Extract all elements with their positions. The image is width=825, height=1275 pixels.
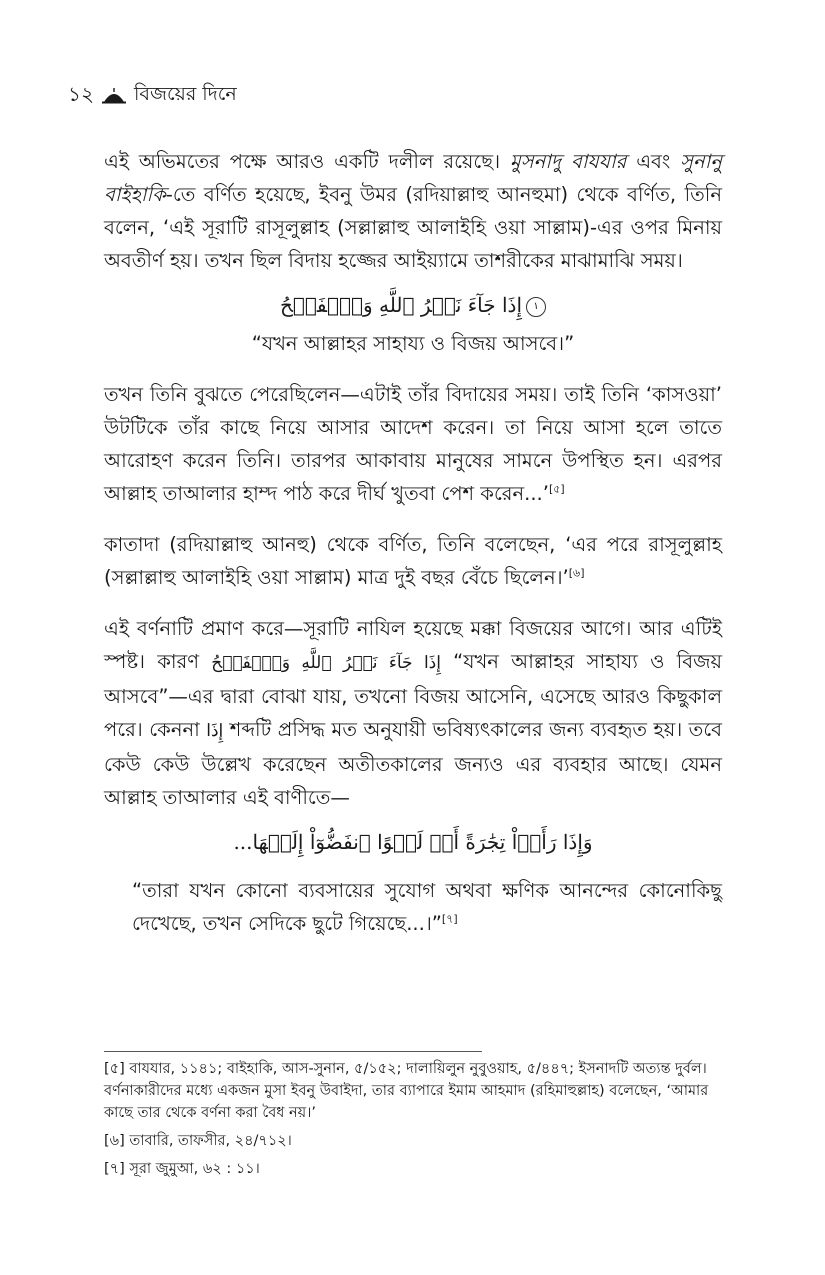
p1-text-c: -তে বর্ণিত হয়েছে, ইবনু উমর (রদিয়াল্লাহু আনহুমা) থেকে বর্ণিত, তিনি বলেন, ‘এই সূরাটি রাসূলুল্লাহ (সল্লাল্লাহু আলাইহি ওয়া সাল্লাম)-এর ওপর মিনায় অবতীর্ণ হয়। তখন ছিল বিদায় হজ্জের আইয়্যামে তাশরীকের মাঝামাঝি সময়। bbox=[104, 183, 722, 272]
dome-icon bbox=[102, 88, 126, 104]
footnote-6 bbox=[104, 1130, 722, 1152]
footnote-5 bbox=[104, 1058, 722, 1124]
book-title-bayhaqi: সুনানু বাইহাকি bbox=[104, 150, 722, 206]
footnote-text: বাযযার, ১১৪১; বাইহাকি, আস-সুনান, ৫/১৫২; দালায়িলুন নুবুওয়াহ, ৫/৪৪৭; ইসনাদটি অত্যন্ত দুর্বল। বর্ণনাকারীদের মধ্যে একজন মুসা ইবনু উবাইদা, তার ব্যাপারে ইমাম আহমাদ (রহিমাহুল্লাহ) বলেছেন, ‘আমার কাছে তার থেকে বর্ণনা করা বৈধ নয়।’ bbox=[104, 1061, 709, 1121]
main-text bbox=[104, 145, 722, 940]
p1-text-b: এবং bbox=[626, 150, 681, 173]
paragraph-2 bbox=[104, 378, 722, 510]
ayah-2-translation bbox=[132, 874, 722, 940]
p2-text: তখন তিনি বুঝতে পেরেছিলেন—এটাই তাঁর বিদায়ের সময়। তাই তিনি ‘কাসওয়া’ উটটিকে তাঁর কাছে নিয়ে আসার আদেশ করেন। তা নিয়ে আসা হলে তাতে আরোহণ করেন তিনি। তারপর আকাবায় মানুষের সামনে উপস্থিত হন। এরপর আল্লাহ তাআলার হাম্দ পাঠ করে দীর্ঘ খুতবা পেশ করেন...’ bbox=[104, 383, 722, 505]
page-number: ১২ bbox=[68, 81, 94, 106]
inline-arabic-ayah: إِذَا جَآءَ نَصۡرُ ٱللَّهِ وَٱلۡفَتۡحُ bbox=[211, 653, 441, 673]
footnote-number: [৭] bbox=[104, 1161, 125, 1177]
ayah-1-translation: “যখন আল্লাহর সাহায্য ও বিজয় আসবে।” bbox=[251, 332, 575, 355]
p4-text-a: এই বর্ণনাটি প্রমাণ করে—সূরাটি নাযিল হয়েছে মক্কা বিজয়ের আগে। আর এটিই স্পষ্ট। কারণ bbox=[104, 617, 722, 673]
book-title-bazzar: মুসনাদু বাযযার bbox=[509, 150, 627, 173]
footnote-number: [৬] bbox=[104, 1133, 125, 1149]
footnote-ref-5[interactable]: [৫] bbox=[548, 482, 565, 496]
ayah-2-text: وَإِذَا رَأَوۡاْ تِجَٰرَةً أَوۡ لَهۡوًا ٱنفَضُّوٓاْ إِلَيۡهَا... bbox=[233, 830, 593, 854]
paragraph-3 bbox=[104, 528, 722, 594]
footnotes bbox=[104, 1058, 722, 1186]
ayah-2-translation-text: “তারা যখন কোনো ব্যবসায়ের সুযোগ অথবা ক্ষণিক আনন্দের কোনোকিছু দেখেছে, তখন সেদিকে ছুটে গিয়েছে...।” bbox=[132, 879, 722, 935]
paragraph-1 bbox=[104, 145, 722, 277]
footnote-text: সূরা জুমুআ, ৬২ : ১১। bbox=[129, 1161, 260, 1177]
p4-text-b: “যখন আল্লাহর সাহায্য ও বিজয় আসবে”—এর দ্বারা বোঝা যায়, তখনো বিজয় আসেনি, এসেছে আরও কিছুকাল পরে। কেননা bbox=[104, 650, 722, 741]
inline-arabic-word: إِذَا bbox=[206, 721, 224, 741]
p3-text: কাতাদা (রদিয়াল্লাহু আনহু) থেকে বর্ণিত, তিনি বলেছেন, ‘এর পরে রাসূলুল্লাহ (সল্লাল্লাহু আলাইহি ওয়া সাল্লাম) মাত্র দুই বছর বেঁচে ছিলেন।’ bbox=[104, 533, 722, 589]
ayah-1-text: إِذَا جَآءَ نَصۡرُ ٱللَّهِ وَٱلۡفَتۡحُ bbox=[279, 293, 523, 317]
ayah-1 bbox=[104, 287, 722, 323]
running-header bbox=[68, 80, 237, 112]
p4-text-c: শব্দটি প্রসিদ্ধ মত অনুযায়ী ভবিষ্যৎকালের জন্য ব্যবহৃত হয়। তবে কেউ কেউ উল্লেখ করেছেন অতীতকালের জন্যও এর ব্যবহার আছে। যেমন আল্লাহ তাআলার এই বাণীতে— bbox=[104, 718, 723, 809]
p1-text-a: এই অভিমতের পক্ষে আরও একটি দলীল রয়েছে। bbox=[104, 150, 510, 173]
footnote-7 bbox=[104, 1158, 722, 1180]
ayah-number-marker: ١ bbox=[526, 297, 546, 317]
running-title: বিজয়ের দিনে bbox=[133, 83, 237, 105]
footnote-text: তাবারি, তাফসীর, ২৪/৭১২। bbox=[129, 1133, 292, 1149]
footnote-divider bbox=[104, 1051, 482, 1052]
ayah-2 bbox=[104, 824, 722, 860]
footnote-ref-7[interactable]: [৭] bbox=[441, 912, 458, 926]
footnote-ref-6[interactable]: [৬] bbox=[568, 566, 585, 580]
footnote-number: [৫] bbox=[104, 1061, 125, 1077]
paragraph-4 bbox=[104, 612, 722, 814]
